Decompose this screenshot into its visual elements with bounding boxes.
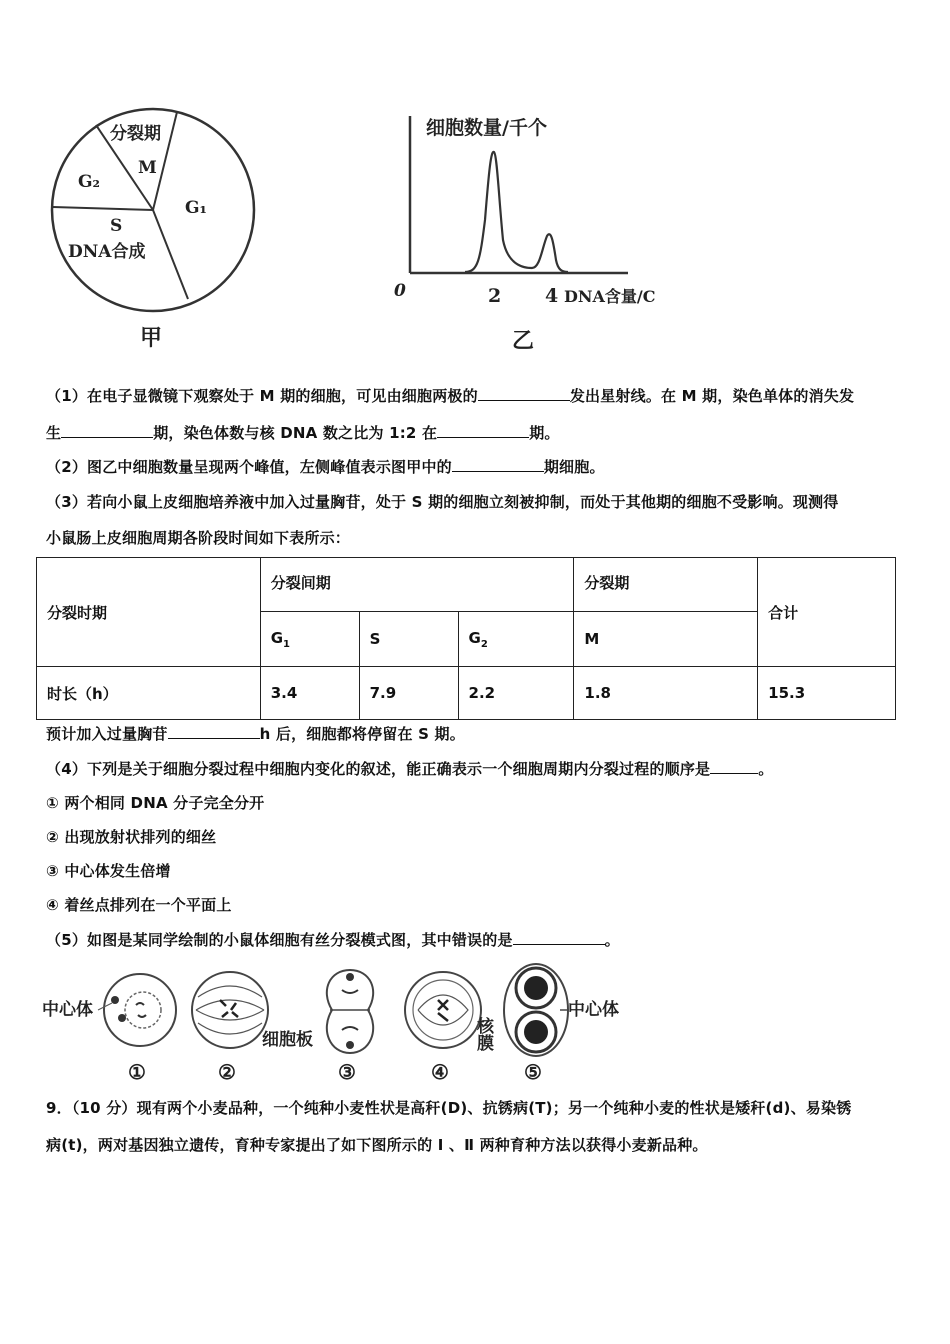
cell-3-number: ③ (338, 1060, 356, 1084)
table-header-m: M (574, 612, 758, 667)
q4-blank[interactable] (710, 759, 758, 774)
x-tick-4: 4 (545, 285, 559, 307)
q9-line-2: 病(t)，两对基因独立遗传，育种专家提出了如下图所示的 Ⅰ 、Ⅱ 两种育种方法以获得小麦新品种。 (46, 1136, 708, 1154)
origin-label: 0 (394, 281, 406, 301)
cell-4-number: ④ (431, 1060, 449, 1084)
mitosis-cells-figure (40, 955, 640, 1085)
cell-2-number: ② (218, 1060, 236, 1084)
cell-5-number: ⑤ (524, 1060, 542, 1084)
cell-cycle-table (36, 557, 896, 720)
x-axis-label: DNA含量/C (564, 287, 656, 306)
y-axis-label: 细胞数量/千个 (426, 117, 547, 139)
cell-1-centrosome-label: 中心体 (42, 1000, 93, 1020)
q1-blank-3[interactable] (437, 423, 529, 438)
pie-label-g2: G₂ (78, 172, 100, 192)
table-value-m: 1.8 (574, 667, 758, 720)
q3-line-3: 预计加入过量胸苷 h 后，细胞都将停留在 S 期。 (46, 725, 465, 743)
distribution-curve (465, 152, 568, 272)
q4-option-4: ④ 着丝点排列在一个平面上 (46, 896, 232, 914)
x-tick-2: 2 (488, 285, 502, 307)
pie-label-division: 分裂期 (110, 124, 161, 144)
cell-5-centrosome-label: 中心体 (568, 1000, 619, 1020)
q4-option-1: ① 两个相同 DNA 分子完全分开 (46, 794, 265, 812)
q2-blank[interactable] (452, 457, 544, 472)
q5-blank[interactable] (513, 930, 605, 945)
q1-line-2: 生 期，染色体数与核 DNA 数之比为 1:2 在 期。 (46, 424, 560, 442)
pie-divider-left (53, 207, 153, 210)
table-value-g1: 3.4 (260, 667, 359, 720)
table-value-s: 7.9 (359, 667, 458, 720)
cell-1 (42, 974, 176, 1084)
table-header-s: S (359, 612, 458, 667)
cell-3-plate-label: 细胞板 (262, 1030, 313, 1050)
q4-option-2: ② 出现放射状排列的细丝 (46, 828, 217, 846)
table-row-header: 分裂时期 (37, 558, 261, 667)
table-value-total: 15.3 (758, 667, 896, 720)
q9-line-1: 9．（10 分）现有两个小麦品种，一个纯种小麦性状是高秆(D)、抗锈病(T)；另一个纯种小麦的性状是矮秆(d)、易染锈 (46, 1099, 852, 1117)
table-header-mitosis: 分裂期 (574, 558, 758, 612)
q3-line-1: （3）若向小鼠上皮细胞培养液中加入过量胸苷，处于 S 期的细胞立刻被抑制，而处于其他期的细胞不受影响。现测得 (46, 493, 839, 511)
cell-2 (192, 972, 268, 1084)
q3-line-2: 小鼠肠上皮细胞周期各阶段时间如下表所示： (46, 529, 351, 547)
table-header-g1: $G_1$ (260, 612, 359, 667)
q1-blank-1[interactable] (478, 386, 570, 401)
cell-4 (405, 972, 495, 1084)
dna-histogram-figure (390, 110, 710, 355)
cell-4-membrane-label: 核膜 (473, 1017, 493, 1051)
q3-blank[interactable] (168, 724, 260, 739)
cell-1-number: ① (128, 1060, 146, 1084)
cell-3 (262, 970, 373, 1084)
pie-label-s: S (110, 216, 123, 236)
q1-blank-2[interactable] (61, 423, 153, 438)
table-header-interphase: 分裂间期 (260, 558, 574, 612)
q5-line: （5）如图是某同学绘制的小鼠体细胞有丝分裂模式图，其中错误的是 。 (46, 931, 620, 949)
pie-label-g1: G₁ (185, 198, 207, 218)
table-duration-label: 时长（h） (37, 667, 261, 720)
pie-divider-bottom (153, 210, 188, 299)
cell-cycle-pie-figure (40, 105, 280, 360)
cell-5 (504, 964, 619, 1084)
q2-line: （2）图乙中细胞数量呈现两个峰值，左侧峰值表示图甲中的 期细胞。 (46, 458, 605, 476)
table-value-g2: 2.2 (458, 667, 574, 720)
histogram-figure-label: 乙 (512, 328, 535, 354)
table-header-g2: $G_2$ (458, 612, 574, 667)
table-header-total: 合计 (758, 558, 896, 667)
pie-label-dna: DNA合成 (68, 242, 146, 262)
pie-figure-label: 甲 (140, 325, 163, 351)
q1-line-1: （1）在电子显微镜下观察处于 M 期的细胞，可见由细胞两极的 发出星射线。在 M 期，染色单体的消失发 (46, 387, 855, 405)
q4-stem: （4）下列是关于细胞分裂过程中细胞内变化的叙述，能正确表示一个细胞周期内分裂过程的顺序是 。 (46, 760, 774, 778)
q4-option-3: ③ 中心体发生倍增 (46, 862, 171, 880)
pie-label-m: M (138, 158, 157, 178)
